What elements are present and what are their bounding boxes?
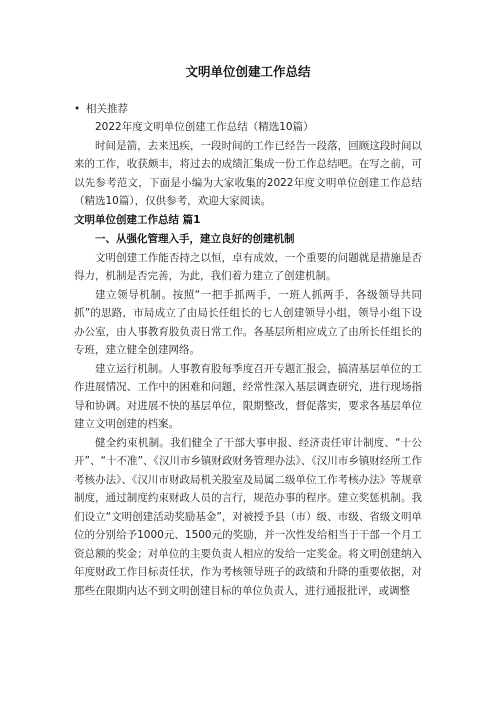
paragraph-2: 建立领导机制。按照“一把手抓两手，一班人抓两手，各级领导共同抓”的思路，市局成立了由局长任组长的七人创建领导小组，领导小组下设办公室，由人事教育股负责日常工作。各基层所相应成立了由所长任组长的专班，建立健全创建网络。 [74,288,422,356]
sub-heading: 一、从强化管理入手，建立良好的创建机制 [95,232,295,245]
paragraph-3: 建立运行机制。人事教育股每季度召开专题汇报会，搞清基层单位的工作进展情况、工作中的困难和问题，经常性深入基层调查研究，进行现场指导和协调。对进展不快的基层单位，限期整改，督促落实，要求各基层单位建立文明创建的档案。 [74,362,422,430]
section-heading: 文明单位创建工作总结 篇1 [74,213,201,226]
bullet-icon: • [74,103,81,115]
document-title: 文明单位创建工作总结 [185,64,311,79]
paragraph-4: 健全约束机制。我们健全了干部大事申报、经济责任审计制度、“十公开”、“十不准”、《汉川市乡镇财政财务管理办法》、《汉川市乡镇财经所工作考核办法》、《汉川市财政局机关股室及局属二级单位工作考核办法》等规章制度，通过制度约束财政人员的言行，规范办事的程序。建立奖惩机制。我们设立“文明创建活动奖励基金”，对被授予县（市）级、市级、省级文明单位的分别给予1000元、1500元的奖励，并一次性发给相当于干部一个月工资总额的奖金；对单位的主要负责人相应的发给一定奖金。将文明创建纳入年度财政工作目标责任状，作为考核领导班子的政绩和升降的重要依据，对那些在限期内达不到文明创建目标的单位负责人，进行通报批评，或调整 [74,436,422,597]
paragraph-1: 文明创建工作能否持之以恒，卓有成效，一个重要的问题就是措施是否得力，机制是否完善，为此，我们着力建立了创建机制。 [74,251,422,282]
related-recommendations[interactable] [74,100,422,118]
intro-paragraph: 时间是箭，去来迅疾，一段时间的工作已经告一段落，回顾这段时间以来的工作，收获颇丰，将过去的成绩汇集成一份工作总结吧。在写之前，可以先参考范文，下面是小编为大家收集的2022年度文明单位创建工作总结（精选10篇），仅供参考，欢迎大家阅读。 [74,139,422,207]
related-label: 相关推荐 [86,103,128,115]
intro-line-1: 2022年度文明单位创建工作总结（精选10篇） [95,121,314,133]
